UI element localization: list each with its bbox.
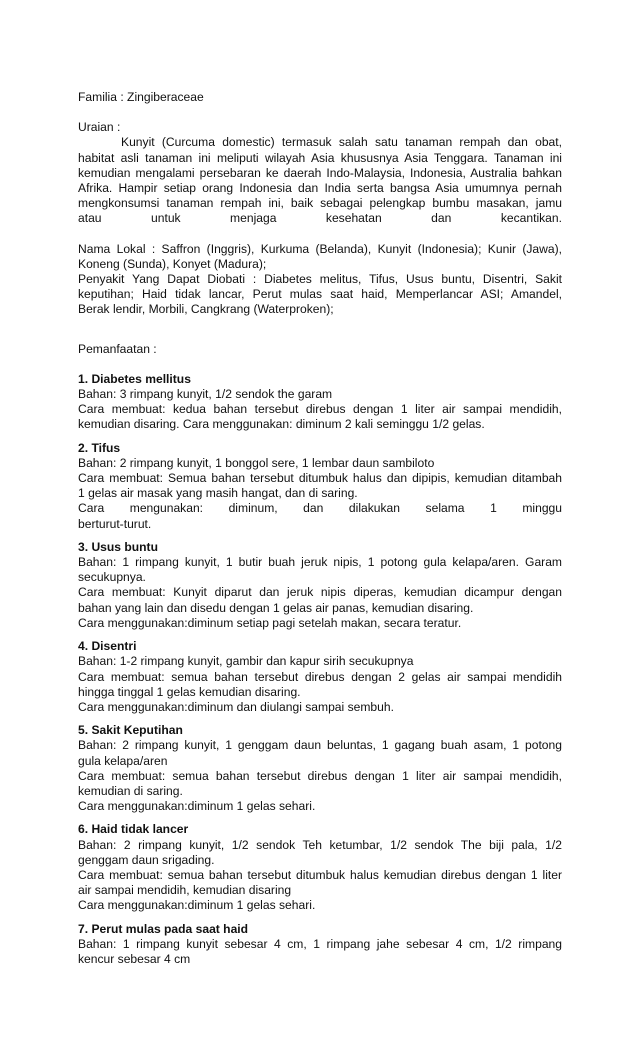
remedy-title: 2. Tifus [78, 440, 121, 455]
remedy-line: Cara menggunakan:diminum 1 gelas sehari. [78, 799, 316, 814]
remedy-title: 6. Haid tidak lancer [78, 822, 189, 837]
remedy-line: Cara membuat: semua bahan tersebut ditumbuk halus kemudian direbus dengan 1 liter [78, 867, 562, 882]
uraian-line: mengkonsumsi tanaman rempah ini, baik sebagai pelengkap bumbu masakan, jamu [78, 196, 562, 211]
remedy-line: Cara membuat: semua bahan tersebut direbus dengan 1 liter air sampai mendidih, [78, 768, 562, 783]
remedy-line: Cara menggunakan:diminum dan diulangi sampai sembuh. [78, 699, 394, 714]
familia-line: Familia : Zingiberaceae [78, 90, 204, 104]
remedy-line: Cara membuat: semua bahan tersebut direbus dengan 2 gelas air sampai mendidih [78, 669, 562, 684]
remedy-line: gula kelapa/aren [78, 753, 168, 768]
remedy-section [78, 723, 562, 814]
remedy-line: Bahan: 1 rimpang kunyit, 1 butir buah jeruk nipis, 1 potong gula kelapa/aren. Garam [78, 555, 562, 570]
remedy-line: Cara membuat: kedua bahan tersebut direbus dengan 1 liter air sampai mendidih, [78, 402, 562, 417]
remedy-line: secukupnya. [78, 570, 146, 585]
remedy-section [78, 372, 562, 433]
remedy-line: genggam daun srigading. [78, 852, 215, 867]
remedy-line: Cara menggunakan:diminum setiap pagi setelah makan, secara teratur. [78, 615, 462, 630]
uraian-line: atau untuk menjaga kesehatan dan kecantikan. [78, 211, 562, 226]
remedy-line: kemudian disaring. Cara menggunakan: diminum 2 kali seminggu 1/2 gelas. [78, 417, 485, 432]
penyakit-paragraph [78, 272, 562, 318]
remedy-line: Bahan: 1 rimpang kunyit sebesar 4 cm, 1 rimpang jahe sebesar 4 cm, 1/2 rimpang [78, 936, 562, 951]
remedy-line: kencur sebesar 4 cm [78, 951, 191, 966]
nama-lokal-line: Nama Lokal : Saffron (Inggris), Kurkuma (Belanda), Kunyit (Indonesia); Kunir (Jawa), [78, 241, 562, 256]
nama-lokal-line: Koneng (Sunda), Konyet (Madura); [78, 256, 267, 271]
remedy-section [78, 822, 562, 913]
penyakit-line: Penyakit Yang Dapat Diobati : Diabetes melitus, Tifus, Usus buntu, Disentri, Sakit [78, 272, 562, 287]
penyakit-line: keputihan; Haid tidak lancar, Perut mulas saat haid, Memperlancar ASI; Amandel, [78, 287, 562, 302]
remedy-title: 3. Usus buntu [78, 539, 158, 554]
remedy-title: 7. Perut mulas pada saat haid [78, 921, 249, 936]
remedy-line: Bahan: 2 rimpang kunyit, 1 genggam daun beluntas, 1 gagang buah asam, 1 potong [78, 738, 562, 753]
remedy-section [78, 540, 562, 631]
pemanfaatan-label: Pemanfaatan : [78, 341, 157, 356]
remedy-line: berturut-turut. [78, 516, 152, 531]
remedy-section [78, 922, 562, 968]
remedy-line: 1 gelas air masak yang masih hangat, dan di saring. [78, 486, 358, 501]
uraian-line: Kunyit (Curcuma domestic) termasuk salah satu tanaman rempah dan obat, [121, 135, 562, 150]
document-page [78, 90, 562, 967]
remedy-line: air sampai mendidih, kemudian disaring [78, 883, 292, 898]
uraian-line: kemudian mengalami persebaran ke daerah Indo-Malaysia, Indonesia, Australia bahkan [78, 165, 562, 180]
remedy-title: 5. Sakit Keputihan [78, 723, 183, 738]
remedy-line: Cara membuat: Semua bahan tersebut ditumbuk halus dan dipipis, kemudian ditambah [78, 471, 562, 486]
penyakit-line: Berak lendir, Morbili, Cangkrang (Waterproken); [78, 302, 334, 317]
remedy-line: kemudian di saring. [78, 783, 183, 798]
remedy-sections [78, 372, 562, 967]
uraian-line: habitat asli tanaman ini meliputi wilayah Asia khususnya Asia Tenggara. Tanaman ini [78, 150, 562, 165]
remedy-line: hingga tinggal 1 gelas kemudian disaring. [78, 684, 301, 699]
remedy-line: Bahan: 2 rimpang kunyit, 1 bonggol sere, 1 lembar daun sambiloto [78, 455, 435, 470]
nama-lokal-paragraph [78, 242, 562, 272]
remedy-title: 1. Diabetes mellitus [78, 371, 191, 386]
remedy-line: Cara mengunakan: diminum, dan dilakukan selama 1 minggu [78, 501, 562, 516]
uraian-paragraph [78, 135, 562, 226]
remedy-line: Bahan: 3 rimpang kunyit, 1/2 sendok the garam [78, 387, 333, 402]
remedy-line: bahan yang lain dan disedu dengan 1 gelas air panas, kemudian disaring. [78, 600, 474, 615]
remedy-line: Bahan: 2 rimpang kunyit, 1/2 sendok Teh ketumbar, 1/2 sendok The biji pala, 1/2 [78, 837, 562, 852]
remedy-line: Bahan: 1-2 rimpang kunyit, gambir dan kapur sirih secukupnya [78, 654, 414, 669]
remedy-line: Cara menggunakan:diminum 1 gelas sehari. [78, 898, 316, 913]
remedy-section [78, 441, 562, 532]
remedy-title: 4. Disentri [78, 639, 137, 654]
uraian-line: Afrika. Hampir setiap orang Indonesia dan India serta bangsa Asia umumnya pernah [78, 181, 562, 196]
remedy-line: Cara membuat: Kunyit diparut dan jeruk nipis diperas, kemudian dicampur dengan [78, 585, 562, 600]
remedy-section [78, 639, 562, 715]
uraian-label: Uraian : [78, 120, 121, 135]
